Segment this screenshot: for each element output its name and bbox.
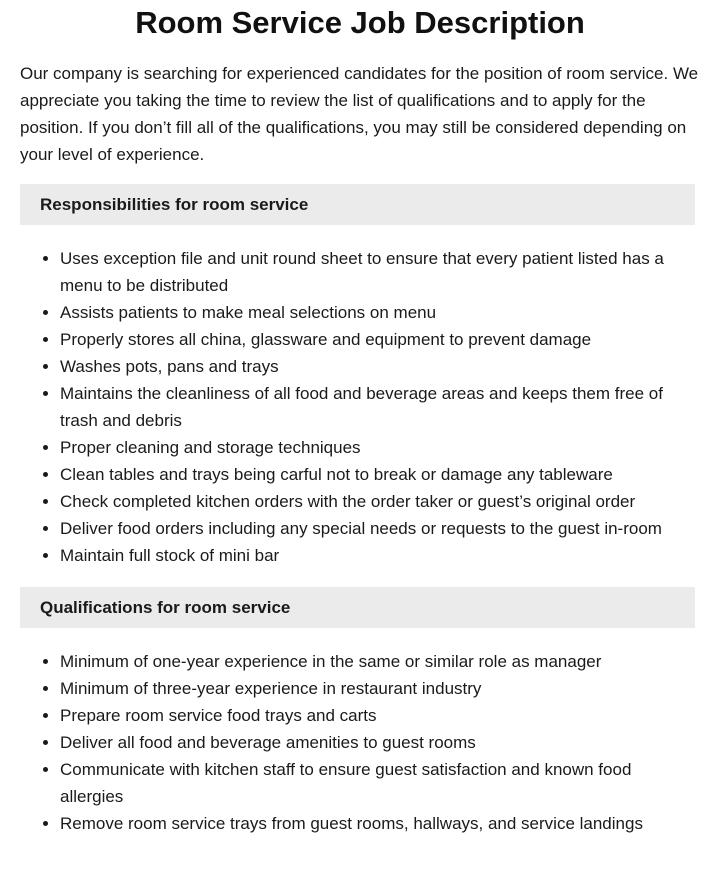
intro-paragraph: Our company is searching for experienced candidates for the position of room service. We appreciate you taking the time to review the list of qualifications and to apply for the position. If you don’t fill all of the qualifications, you may still be considered depending on your level of experience. (20, 64, 699, 164)
section-responsibilities (0, 184, 720, 569)
list-item: • Minimum of one-year experience in the same or similar role as manager (60, 648, 700, 675)
list-item: • Deliver food orders including any special needs or requests to the guest in-room (60, 515, 700, 542)
page-title: Room Service Job Description (135, 5, 585, 40)
list-item: • Clean tables and trays being carful not to break or damage any tableware (60, 461, 700, 488)
list-item: • Properly stores all china, glassware and equipment to prevent damage (60, 326, 700, 353)
list-item: • Proper cleaning and storage techniques (60, 434, 700, 461)
list-item: • Check completed kitchen orders with the order taker or guest’s original order (60, 488, 700, 515)
section-heading: Responsibilities for room service (20, 184, 695, 225)
qualifications-list (20, 648, 700, 837)
list-item: • Deliver all food and beverage amenities to guest rooms (60, 729, 700, 756)
section-heading: Qualifications for room service (20, 587, 695, 628)
list-item: • Assists patients to make meal selections on menu (60, 299, 700, 326)
responsibilities-list (20, 245, 700, 569)
list-item: • Prepare room service food trays and carts (60, 702, 700, 729)
list-item: • Remove room service trays from guest rooms, hallways, and service landings (60, 810, 700, 837)
list-item: • Maintains the cleanliness of all food and beverage areas and keeps them free of trash and debris (60, 380, 700, 434)
list-item: • Minimum of three-year experience in restaurant industry (60, 675, 700, 702)
list-item: • Uses exception file and unit round sheet to ensure that every patient listed has a menu to be distributed (60, 245, 700, 299)
list-item: • Maintain full stock of mini bar (60, 542, 700, 569)
list-item: • Communicate with kitchen staff to ensure guest satisfaction and known food allergies (60, 756, 700, 810)
section-qualifications (0, 587, 720, 837)
list-item: • Washes pots, pans and trays (60, 353, 700, 380)
